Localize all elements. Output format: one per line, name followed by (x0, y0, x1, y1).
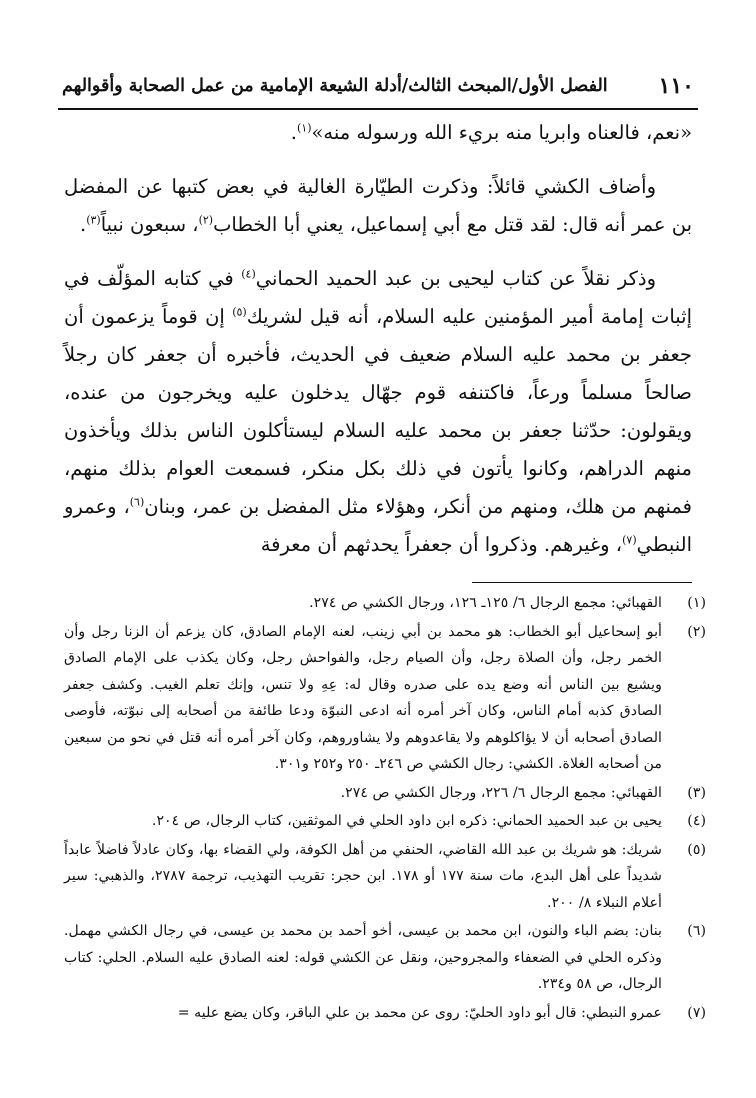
footnote-2 (64, 619, 706, 778)
footnote-ref-3[interactable]: (٣) (86, 213, 101, 227)
paragraph-3 (64, 260, 692, 564)
header-divider (58, 108, 698, 110)
running-header (62, 66, 694, 106)
footnote-4 (64, 808, 706, 835)
paragraph-3-text-c: إن قوماً يزعمون أن جعفر بن محمد عليه السلام ضعيف في الحديث، فأخبره أن جعفر كان رجلاً صالحاً مسلماً ورعاً، فاكتنفه قوم جهّال يدخلون عليه ويخرجون من عنده، ويقولون: حدّثنا جعفر بن محمد عليه السلام ليستأكلون الناس بذلك ويأخذون منهم الدراهم، وكانوا يأتون في ذلك بكل منكر، فسمعت العوام بذلك منهم، فمنهم من هلك، ومنهم من أنكر، وهؤلاء مثل المفضل بن عمر، وبنان (64, 305, 692, 518)
paragraph-2 (64, 168, 692, 244)
footnote-3 (64, 780, 706, 807)
footnote-ref-1[interactable]: (١) (296, 121, 312, 135)
footnote-text: شريك: هو شريك بن عبد الله القاضي، الحنفي من أهل الكوفة، ولي القضاء بها، وكان عادلاً فاضلاً عابداً شديداً على أهل البدع، مات سنة ١٧٧ أو ١٧٨. ابن حجر: تقريب التهذيب، ترجمة ٢٧٨٧، والذهبي: سير أعلام النبلاء ٨/ ٢٠٠. (64, 841, 662, 911)
footnote-number: (٣) (687, 784, 706, 801)
footnote-7 (64, 1000, 706, 1027)
footnote-number: (٤) (687, 813, 706, 829)
paragraph-2-end: . (79, 213, 87, 236)
footnote-text: بنان: بضم الباء والنون، ابن محمد بن عيسى، أخو أحمد بن محمد بن عيسى، في رجال الكشي مهمل. وذكره الحلي في الضعفاء والمجروحين، ونقل عن الكشي قوله: لعنه الصادق عليه السلام. الحلي: كتاب الرجال، ص ٥٨ و٢٣٤. (64, 923, 662, 992)
footnote-ref-4[interactable]: (٤) (241, 267, 256, 281)
footnote-ref-6[interactable]: (٦) (129, 495, 145, 509)
footnote-text: القهبائي: مجمع الرجال ٦/ ٢٢٦، ورجال الكشي ص ٢٧٤. (340, 784, 662, 801)
paragraph-3-text-d: ، وعمرو النبطي (64, 495, 692, 556)
quote-end: . (290, 121, 297, 144)
main-text (64, 114, 692, 564)
footnote-5 (64, 837, 706, 917)
footnote-number: (٧) (687, 1004, 706, 1021)
paragraph-3-text-b: في كتابه المؤلّف في إثبات إمامة أمير المؤمنين عليه السلام، أنه قيل لشريك (64, 267, 692, 328)
footnote-number: (٢) (687, 623, 706, 640)
footnote-number: (١) (687, 595, 706, 611)
page-number: ١١٠ (658, 73, 694, 99)
footnote-ref-5[interactable]: (٥) (232, 305, 247, 319)
footnote-text: عمرو النبطي: قال أبو داود الحليّ: روى عن محمد بن علي الباقر، وكان يضع عليه = (177, 1004, 662, 1021)
paragraph-2-text-a: وأضاف الكشي قائلاً: وذكرت الطيّارة الغالية في بعض كتبها عن المفضل بن عمر أنه قال: لقد قتل مع أبي إسماعيل، يعني أبا الخطاب (64, 175, 692, 236)
footnote-ref-7[interactable]: (٧) (622, 533, 637, 547)
footnote-number: (٥) (687, 841, 706, 858)
footnote-1 (64, 590, 706, 617)
footnote-divider (472, 582, 692, 583)
footnote-text: يحيى بن عبد الحميد الحماني: ذكره ابن داود الحلي في الموثقين، كتاب الرجال، ص ٢٠٤. (151, 813, 662, 829)
footnote-ref-2[interactable]: (٢) (198, 213, 214, 227)
running-title: الفصل الأول/المبحث الثالث/أدلة الشيعة الإمامية من عمل الصحابة وأقوالهم (62, 76, 608, 96)
paragraph-3-text-e: ، وغيرهم. وذكروا أن جعفراً يحدثهم أن معرفة (260, 533, 623, 556)
footnote-number: (٦) (687, 923, 706, 939)
quote-text: «نعم، فالعناه وابريا منه بريء الله ورسوله منه» (311, 121, 692, 144)
footnote-text: أبو إسحاعيل أبو الخطاب: هو محمد بن أبي زينب، لعنه الإمام الصادق، كان يزعم أن الزنا رجل وأن الخمر رجل، وأن الصلاة رجل، وأن الصيام رجل، والفواحش رجل، وكان يكذب على الإمام الصادق ويشيع بين الناس أنه وضع يده على صدره وقال له: عِهِ ولا تنس، وإنك تعلم الغيب. وكشف جعفر الصادق كذبه أمام الناس، وكان آخر أمره أنه ادعى النبوّة ودعا طائفة من أصحابه إلى نبوّته، فأوصى الصادق أصحابه أن لا يؤاكلوهم ولا يقاعدوهم ولا يشاوروهم، وكان آخر أمره أنه قتل في نحو من سبعين من أصحابه الغلاة. الكشي: رجال الكشي ص ٢٤٦ـ ٢٥٠ و٢٥٢ و٣٠١. (64, 623, 662, 772)
footnote-6 (64, 918, 706, 998)
paragraph-3-text-a: وذكر نقلاً عن كتاب ليحيى بن عبد الحميد الحماني (255, 267, 656, 290)
paragraph-2-text-b: ، سبعون نبياً (100, 213, 199, 236)
paragraph-1 (64, 114, 692, 152)
footnote-text: القهبائي: مجمع الرجال ٦/ ١٢٥ـ ١٢٦، ورجال الكشي ص ٢٧٤. (309, 595, 662, 611)
footnotes (64, 590, 706, 1026)
